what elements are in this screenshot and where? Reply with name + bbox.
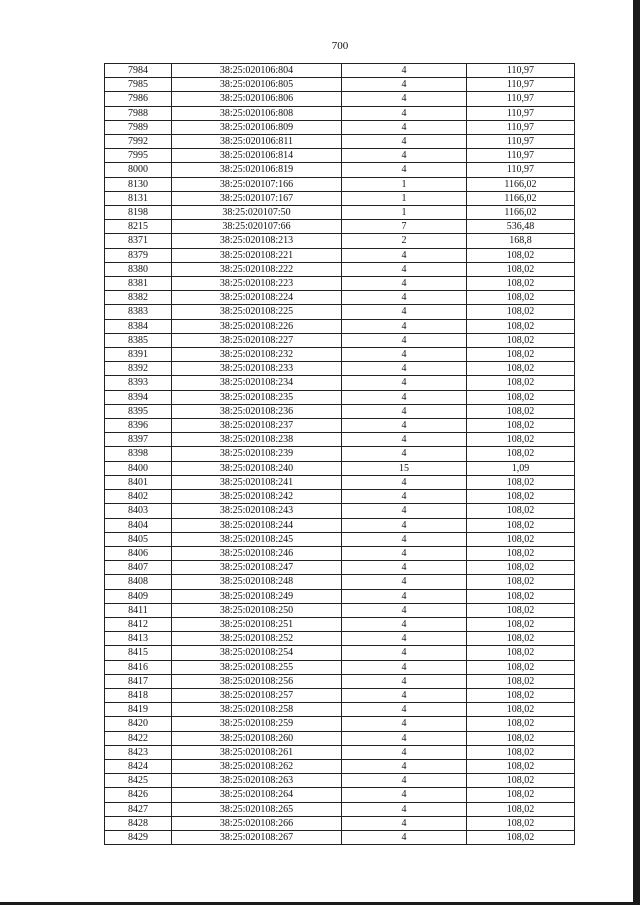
area-cell: 108,02	[467, 603, 575, 617]
table-row	[105, 575, 575, 589]
cadastral-number-cell: 38:25:020108:254	[172, 646, 342, 660]
table-row	[105, 475, 575, 489]
cadastral-number-cell: 38:25:020108:251	[172, 617, 342, 631]
count-cell: 4	[342, 830, 467, 844]
count-cell: 4	[342, 788, 467, 802]
cadastral-number-cell: 38:25:020108:237	[172, 419, 342, 433]
row-number-cell: 8397	[105, 433, 172, 447]
area-cell: 1166,02	[467, 177, 575, 191]
count-cell: 4	[342, 305, 467, 319]
count-cell: 4	[342, 64, 467, 78]
row-number-cell: 8215	[105, 220, 172, 234]
table-row	[105, 177, 575, 191]
table-row	[105, 390, 575, 404]
table-row	[105, 419, 575, 433]
parcel-table	[104, 63, 575, 845]
count-cell: 4	[342, 816, 467, 830]
row-number-cell: 8405	[105, 532, 172, 546]
table-row	[105, 532, 575, 546]
count-cell: 4	[342, 660, 467, 674]
cadastral-number-cell: 38:25:020107:66	[172, 220, 342, 234]
area-cell: 110,97	[467, 64, 575, 78]
count-cell: 4	[342, 447, 467, 461]
scan-edge-right	[633, 0, 640, 905]
table-row	[105, 788, 575, 802]
area-cell: 108,02	[467, 319, 575, 333]
count-cell: 4	[342, 390, 467, 404]
cadastral-number-cell: 38:25:020108:256	[172, 674, 342, 688]
table-row	[105, 262, 575, 276]
table-row	[105, 333, 575, 347]
table-row	[105, 589, 575, 603]
cadastral-number-cell: 38:25:020108:255	[172, 660, 342, 674]
area-cell: 108,02	[467, 632, 575, 646]
row-number-cell: 8427	[105, 802, 172, 816]
area-cell: 110,97	[467, 149, 575, 163]
area-cell: 108,02	[467, 745, 575, 759]
cadastral-number-cell: 38:25:020107:166	[172, 177, 342, 191]
area-cell: 108,02	[467, 433, 575, 447]
row-number-cell: 8411	[105, 603, 172, 617]
area-cell: 108,02	[467, 362, 575, 376]
count-cell: 4	[342, 589, 467, 603]
table-row	[105, 717, 575, 731]
area-cell: 108,02	[467, 660, 575, 674]
area-cell: 108,02	[467, 774, 575, 788]
area-cell: 110,97	[467, 92, 575, 106]
cadastral-number-cell: 38:25:020108:262	[172, 759, 342, 773]
table-row	[105, 92, 575, 106]
area-cell: 108,02	[467, 376, 575, 390]
table-row	[105, 64, 575, 78]
row-number-cell: 8413	[105, 632, 172, 646]
table-row	[105, 404, 575, 418]
area-cell: 108,02	[467, 561, 575, 575]
cadastral-number-cell: 38:25:020108:233	[172, 362, 342, 376]
table-row	[105, 561, 575, 575]
row-number-cell: 8412	[105, 617, 172, 631]
table-row	[105, 461, 575, 475]
area-cell: 108,02	[467, 475, 575, 489]
row-number-cell: 8407	[105, 561, 172, 575]
cadastral-number-cell: 38:25:020108:226	[172, 319, 342, 333]
area-cell: 108,02	[467, 262, 575, 276]
table-row	[105, 802, 575, 816]
table-row	[105, 830, 575, 844]
count-cell: 4	[342, 561, 467, 575]
row-number-cell: 8419	[105, 703, 172, 717]
count-cell: 4	[342, 575, 467, 589]
cadastral-number-cell: 38:25:020106:808	[172, 106, 342, 120]
count-cell: 4	[342, 92, 467, 106]
area-cell: 108,02	[467, 248, 575, 262]
cadastral-number-cell: 38:25:020107:50	[172, 206, 342, 220]
count-cell: 1	[342, 177, 467, 191]
row-number-cell: 8423	[105, 745, 172, 759]
cadastral-number-cell: 38:25:020106:805	[172, 78, 342, 92]
cadastral-number-cell: 38:25:020108:235	[172, 390, 342, 404]
count-cell: 4	[342, 717, 467, 731]
cadastral-number-cell: 38:25:020108:243	[172, 504, 342, 518]
count-cell: 4	[342, 277, 467, 291]
page-number: 700	[331, 40, 349, 52]
cadastral-number-cell: 38:25:020108:223	[172, 277, 342, 291]
area-cell: 108,02	[467, 830, 575, 844]
cadastral-number-cell: 38:25:020106:806	[172, 92, 342, 106]
count-cell: 4	[342, 376, 467, 390]
count-cell: 4	[342, 532, 467, 546]
cadastral-number-cell: 38:25:020108:221	[172, 248, 342, 262]
table-row	[105, 234, 575, 248]
table-row	[105, 646, 575, 660]
cadastral-number-cell: 38:25:020108:224	[172, 291, 342, 305]
cadastral-number-cell: 38:25:020106:814	[172, 149, 342, 163]
count-cell: 2	[342, 234, 467, 248]
row-number-cell: 8382	[105, 291, 172, 305]
parcel-table-body	[105, 64, 575, 845]
row-number-cell: 8131	[105, 191, 172, 205]
row-number-cell: 8428	[105, 816, 172, 830]
cadastral-number-cell: 38:25:020108:225	[172, 305, 342, 319]
row-number-cell: 8420	[105, 717, 172, 731]
row-number-cell: 8392	[105, 362, 172, 376]
cadastral-number-cell: 38:25:020108:263	[172, 774, 342, 788]
area-cell: 536,48	[467, 220, 575, 234]
count-cell: 4	[342, 262, 467, 276]
area-cell: 108,02	[467, 802, 575, 816]
row-number-cell: 8409	[105, 589, 172, 603]
row-number-cell: 8429	[105, 830, 172, 844]
area-cell: 108,02	[467, 717, 575, 731]
cadastral-number-cell: 38:25:020108:258	[172, 703, 342, 717]
row-number-cell: 8198	[105, 206, 172, 220]
cadastral-number-cell: 38:25:020108:245	[172, 532, 342, 546]
table-row	[105, 617, 575, 631]
row-number-cell: 8406	[105, 546, 172, 560]
cadastral-number-cell: 38:25:020108:257	[172, 688, 342, 702]
area-cell: 108,02	[467, 532, 575, 546]
row-number-cell: 7986	[105, 92, 172, 106]
area-cell: 110,97	[467, 135, 575, 149]
cadastral-number-cell: 38:25:020108:259	[172, 717, 342, 731]
row-number-cell: 7989	[105, 120, 172, 134]
count-cell: 4	[342, 404, 467, 418]
row-number-cell: 8000	[105, 163, 172, 177]
table-row	[105, 674, 575, 688]
count-cell: 4	[342, 518, 467, 532]
row-number-cell: 8381	[105, 277, 172, 291]
table-row	[105, 632, 575, 646]
table-row	[105, 731, 575, 745]
table-row	[105, 490, 575, 504]
area-cell: 108,02	[467, 348, 575, 362]
row-number-cell: 8394	[105, 390, 172, 404]
row-number-cell: 8396	[105, 419, 172, 433]
row-number-cell: 8379	[105, 248, 172, 262]
table-row	[105, 660, 575, 674]
row-number-cell: 8380	[105, 262, 172, 276]
table-row	[105, 376, 575, 390]
row-number-cell: 8418	[105, 688, 172, 702]
count-cell: 4	[342, 106, 467, 120]
cadastral-number-cell: 38:25:020108:250	[172, 603, 342, 617]
count-cell: 4	[342, 490, 467, 504]
area-cell: 108,02	[467, 490, 575, 504]
cadastral-number-cell: 38:25:020108:248	[172, 575, 342, 589]
area-cell: 108,02	[467, 816, 575, 830]
table-row	[105, 277, 575, 291]
count-cell: 4	[342, 546, 467, 560]
row-number-cell: 8383	[105, 305, 172, 319]
count-cell: 1	[342, 206, 467, 220]
row-number-cell: 7992	[105, 135, 172, 149]
row-number-cell: 8416	[105, 660, 172, 674]
table-row	[105, 191, 575, 205]
table-row	[105, 206, 575, 220]
row-number-cell: 8402	[105, 490, 172, 504]
count-cell: 4	[342, 688, 467, 702]
area-cell: 108,02	[467, 390, 575, 404]
row-number-cell: 8391	[105, 348, 172, 362]
row-number-cell: 8425	[105, 774, 172, 788]
table-row	[105, 135, 575, 149]
table-row	[105, 120, 575, 134]
count-cell: 4	[342, 745, 467, 759]
area-cell: 1,09	[467, 461, 575, 475]
table-row	[105, 546, 575, 560]
cadastral-number-cell: 38:25:020108:234	[172, 376, 342, 390]
count-cell: 4	[342, 802, 467, 816]
cadastral-number-cell: 38:25:020108:213	[172, 234, 342, 248]
area-cell: 108,02	[467, 546, 575, 560]
table-row	[105, 106, 575, 120]
area-cell: 108,02	[467, 277, 575, 291]
area-cell: 108,02	[467, 404, 575, 418]
table-row	[105, 745, 575, 759]
count-cell: 4	[342, 163, 467, 177]
area-cell: 108,02	[467, 589, 575, 603]
row-number-cell: 8404	[105, 518, 172, 532]
count-cell: 4	[342, 674, 467, 688]
row-number-cell: 8130	[105, 177, 172, 191]
count-cell: 4	[342, 504, 467, 518]
cadastral-number-cell: 38:25:020106:819	[172, 163, 342, 177]
row-number-cell: 8371	[105, 234, 172, 248]
cadastral-number-cell: 38:25:020106:809	[172, 120, 342, 134]
count-cell: 4	[342, 120, 467, 134]
area-cell: 108,02	[467, 333, 575, 347]
table-row	[105, 504, 575, 518]
table-row	[105, 703, 575, 717]
area-cell: 108,02	[467, 788, 575, 802]
cadastral-number-cell: 38:25:020108:266	[172, 816, 342, 830]
table-row	[105, 319, 575, 333]
table-row	[105, 348, 575, 362]
area-cell: 1166,02	[467, 206, 575, 220]
cadastral-number-cell: 38:25:020108:264	[172, 788, 342, 802]
count-cell: 15	[342, 461, 467, 475]
area-cell: 108,02	[467, 759, 575, 773]
row-number-cell: 8403	[105, 504, 172, 518]
count-cell: 4	[342, 348, 467, 362]
row-number-cell: 7984	[105, 64, 172, 78]
table-row	[105, 305, 575, 319]
count-cell: 4	[342, 319, 467, 333]
area-cell: 108,02	[467, 504, 575, 518]
table-row	[105, 149, 575, 163]
row-number-cell: 8408	[105, 575, 172, 589]
area-cell: 110,97	[467, 163, 575, 177]
row-number-cell: 8385	[105, 333, 172, 347]
count-cell: 4	[342, 419, 467, 433]
count-cell: 4	[342, 617, 467, 631]
area-cell: 108,02	[467, 646, 575, 660]
cadastral-number-cell: 38:25:020106:804	[172, 64, 342, 78]
table-row	[105, 518, 575, 532]
cadastral-number-cell: 38:25:020108:232	[172, 348, 342, 362]
cadastral-number-cell: 38:25:020108:252	[172, 632, 342, 646]
row-number-cell: 8401	[105, 475, 172, 489]
row-number-cell: 8393	[105, 376, 172, 390]
count-cell: 4	[342, 703, 467, 717]
cadastral-number-cell: 38:25:020108:247	[172, 561, 342, 575]
area-cell: 1166,02	[467, 191, 575, 205]
area-cell: 110,97	[467, 106, 575, 120]
area-cell: 108,02	[467, 703, 575, 717]
area-cell: 108,02	[467, 575, 575, 589]
area-cell: 108,02	[467, 674, 575, 688]
count-cell: 4	[342, 646, 467, 660]
count-cell: 4	[342, 774, 467, 788]
cadastral-number-cell: 38:25:020108:236	[172, 404, 342, 418]
count-cell: 4	[342, 149, 467, 163]
table-row	[105, 447, 575, 461]
count-cell: 4	[342, 632, 467, 646]
row-number-cell: 7985	[105, 78, 172, 92]
cadastral-number-cell: 38:25:020108:241	[172, 475, 342, 489]
cadastral-number-cell: 38:25:020108:246	[172, 546, 342, 560]
cadastral-number-cell: 38:25:020108:267	[172, 830, 342, 844]
cadastral-number-cell: 38:25:020108:242	[172, 490, 342, 504]
count-cell: 4	[342, 78, 467, 92]
row-number-cell: 8426	[105, 788, 172, 802]
area-cell: 168,8	[467, 234, 575, 248]
row-number-cell: 8384	[105, 319, 172, 333]
count-cell: 4	[342, 362, 467, 376]
area-cell: 110,97	[467, 78, 575, 92]
area-cell: 108,02	[467, 617, 575, 631]
cadastral-number-cell: 38:25:020108:239	[172, 447, 342, 461]
area-cell: 108,02	[467, 419, 575, 433]
table-row	[105, 759, 575, 773]
row-number-cell: 8417	[105, 674, 172, 688]
count-cell: 4	[342, 291, 467, 305]
row-number-cell: 8422	[105, 731, 172, 745]
cadastral-number-cell: 38:25:020108:240	[172, 461, 342, 475]
count-cell: 4	[342, 759, 467, 773]
count-cell: 7	[342, 220, 467, 234]
cadastral-number-cell: 38:25:020108:238	[172, 433, 342, 447]
area-cell: 108,02	[467, 688, 575, 702]
table-row	[105, 248, 575, 262]
cadastral-number-cell: 38:25:020108:260	[172, 731, 342, 745]
count-cell: 4	[342, 603, 467, 617]
cadastral-number-cell: 38:25:020108:227	[172, 333, 342, 347]
row-number-cell: 8398	[105, 447, 172, 461]
cadastral-number-cell: 38:25:020108:249	[172, 589, 342, 603]
count-cell: 4	[342, 135, 467, 149]
table-row	[105, 78, 575, 92]
table-row	[105, 220, 575, 234]
cadastral-number-cell: 38:25:020108:222	[172, 262, 342, 276]
count-cell: 1	[342, 191, 467, 205]
area-cell: 110,97	[467, 120, 575, 134]
area-cell: 108,02	[467, 518, 575, 532]
table-row	[105, 433, 575, 447]
count-cell: 4	[342, 433, 467, 447]
cadastral-number-cell: 38:25:020108:265	[172, 802, 342, 816]
count-cell: 4	[342, 248, 467, 262]
table-row	[105, 163, 575, 177]
area-cell: 108,02	[467, 291, 575, 305]
table-row	[105, 774, 575, 788]
area-cell: 108,02	[467, 305, 575, 319]
count-cell: 4	[342, 475, 467, 489]
row-number-cell: 8424	[105, 759, 172, 773]
row-number-cell: 8395	[105, 404, 172, 418]
count-cell: 4	[342, 731, 467, 745]
row-number-cell: 8400	[105, 461, 172, 475]
area-cell: 108,02	[467, 447, 575, 461]
cadastral-number-cell: 38:25:020107:167	[172, 191, 342, 205]
table-row	[105, 688, 575, 702]
table-row	[105, 291, 575, 305]
area-cell: 108,02	[467, 731, 575, 745]
cadastral-number-cell: 38:25:020108:261	[172, 745, 342, 759]
count-cell: 4	[342, 333, 467, 347]
table-row	[105, 816, 575, 830]
row-number-cell: 8415	[105, 646, 172, 660]
row-number-cell: 7988	[105, 106, 172, 120]
cadastral-number-cell: 38:25:020106:811	[172, 135, 342, 149]
row-number-cell: 7995	[105, 149, 172, 163]
table-row	[105, 362, 575, 376]
cadastral-number-cell: 38:25:020108:244	[172, 518, 342, 532]
table-row	[105, 603, 575, 617]
